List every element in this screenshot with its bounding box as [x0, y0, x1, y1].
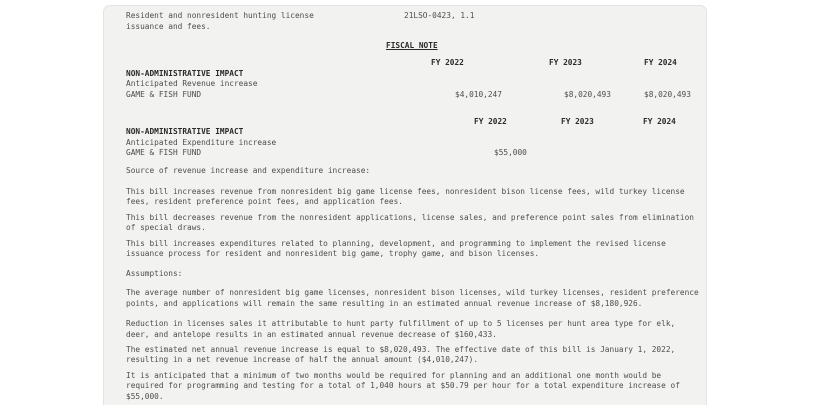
- doc-title: FISCAL NOTE: [386, 41, 438, 50]
- table2-section-heading: NON-ADMINISTRATIVE IMPACT: [126, 127, 244, 136]
- paragraph-revenue-decrease: [126, 213, 694, 234]
- paragraph-line: This bill decreases revenue from the nonresident applications, license sales, and preference point sales from elimination: [126, 212, 694, 222]
- paragraph-revenue-increase: [126, 187, 685, 208]
- table1-col-header-fy2022: FY 2022: [431, 58, 464, 67]
- paragraph-line: It is anticipated that a minimum of two months would be required for planning and an additional one month would be: [126, 370, 662, 380]
- paragraph-line: points, and applications will remain the same resulting in an estimated annual revenue increase of $8,180,926.: [126, 298, 643, 308]
- table2-fund-label: GAME & FISH FUND: [126, 148, 202, 157]
- paragraph-line: This bill increases expenditures related to planning, development, and programming to implement the revised license: [126, 238, 666, 248]
- paragraph-net-annual-revenue: [126, 345, 675, 366]
- table1-fund-label: GAME & FISH FUND: [126, 89, 202, 99]
- doc-number: 21LSO-0423, 1.1: [404, 11, 475, 20]
- table2-col-header-fy2024: FY 2024: [643, 116, 676, 126]
- paragraph-expenditure-increase: [126, 239, 666, 260]
- paragraph-planning-hours: [126, 371, 680, 403]
- table1-value-fy2022: $4,010,247: [455, 89, 502, 99]
- table1-row-label: Anticipated Revenue increase: [126, 79, 258, 88]
- paragraph-line: issuance process for resident and nonresident big game, trophy game, and bison licenses.: [126, 249, 540, 258]
- paragraph-line: fees, resident preference point fees, and application fees.: [126, 197, 403, 206]
- table1-value-fy2024: $8,020,493: [644, 89, 691, 99]
- paragraph-line: deer, and antelope results in an estimated annual revenue decrease of $160,433.: [126, 329, 497, 339]
- paragraph-source-heading: [126, 166, 370, 177]
- paragraph-line: The average number of nonresident big game licenses, nonresident bison licenses, wild turkey licenses, resident preference: [126, 288, 699, 297]
- doc-subject-line-1: Resident and nonresident hunting license: [126, 11, 314, 20]
- fiscal-note-page: [103, 5, 707, 405]
- paragraph-line: of special draws.: [126, 223, 206, 232]
- table1-section-heading: NON-ADMINISTRATIVE IMPACT: [126, 68, 244, 78]
- paragraph-line: The estimated net annual revenue increase is equal to $8,020,493. The effective date of this bill is January 1, 2022,: [126, 344, 676, 354]
- paragraph-line: required for programming and testing for a total of 1,040 hours at $50.79 per hour for a total expenditure increase of: [126, 381, 680, 390]
- table1-value-fy2023: $8,020,493: [564, 89, 611, 99]
- paragraph-reduction-sales: [126, 319, 675, 340]
- paragraph-line: resulting in a net revenue increase of half the annual amount ($4,010,247).: [126, 355, 479, 364]
- doc-subject-line-2: issuance and fees.: [126, 21, 211, 31]
- paragraph-line: Reduction in licenses sales it attributable to hunt party fulfillment of up to 5 licenses per hunt area type for elk,: [126, 319, 676, 328]
- paragraph-average-number: [126, 288, 699, 309]
- table2-col-header-fy2023: FY 2023: [561, 116, 594, 126]
- paragraph-assumptions-heading: [126, 269, 182, 280]
- paragraph-line: This bill increases revenue from nonresident big game license fees, nonresident bison license fees, wild turkey license: [126, 186, 685, 196]
- table2-value-fy2022: $55,000: [494, 148, 527, 157]
- table1-col-header-fy2024: FY 2024: [644, 58, 677, 67]
- table2-row-label: Anticipated Expenditure increase: [126, 137, 277, 147]
- table2-col-header-fy2022: FY 2022: [474, 116, 507, 126]
- paragraph-line: Assumptions:: [126, 268, 183, 278]
- paragraph-line: Source of revenue increase and expenditure increase:: [126, 166, 371, 175]
- paragraph-line: $55,000.: [126, 391, 164, 401]
- table1-col-header-fy2023: FY 2023: [549, 58, 582, 67]
